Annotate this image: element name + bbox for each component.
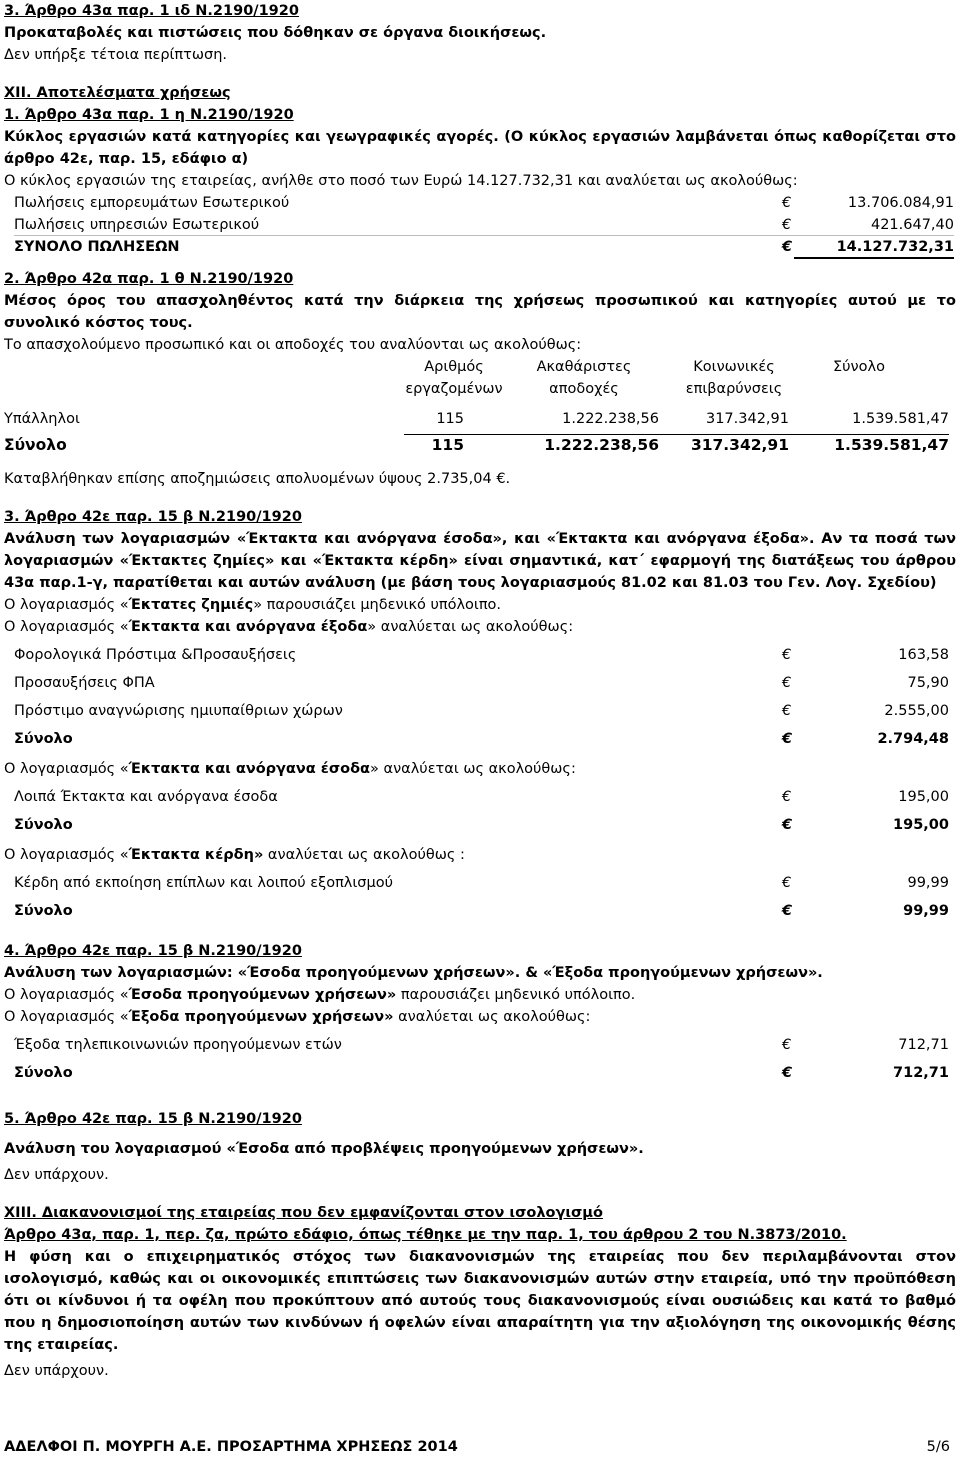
text-fragment: Ο λογαριασμός « <box>4 987 129 1003</box>
table-row <box>14 214 956 236</box>
table-total-row <box>14 1062 956 1092</box>
account-name: Έκτακτα κέρδη» <box>128 847 264 863</box>
grand-total: 1.539.581,47 <box>834 436 949 454</box>
text-fragment: Ο λογαριασμός « <box>4 847 129 863</box>
extraordinary-income-table <box>14 786 956 844</box>
row-amount: 13.706.084,91 <box>847 195 954 211</box>
gross-salaries: 1.222.238,56 <box>562 411 659 427</box>
section-xii-1-text: Ο κύκλος εργασιών της εταιρείας, ανήλθε στο ποσό των Ευρώ 14.127.732,31 και αναλύεται ως ακολούθως: <box>4 173 798 189</box>
total-amount: 712,71 <box>893 1065 949 1081</box>
total-label: ΣΥΝΟΛΟ ΠΩΛΗΣΕΩΝ <box>14 239 180 255</box>
total-amount: 99,99 <box>903 903 949 919</box>
section-xii-heading: XII. Αποτελέσματα χρήσεως <box>4 85 231 101</box>
extraordinary-gains-table <box>14 872 956 930</box>
text-fragment: » αναλύεται ως ακολούθως: <box>370 761 576 777</box>
row-amount: 712,71 <box>898 1037 949 1053</box>
section-xiii-text: Δεν υπάρχουν. <box>4 1363 109 1379</box>
row-label: Πρόστιμο αναγνώρισης ημιυπαίθριων χώρων <box>14 703 343 719</box>
table-row <box>14 672 956 700</box>
total-label: Σύνολο <box>14 817 73 833</box>
page-footer <box>4 1436 956 1460</box>
euro-icon: € <box>782 675 792 691</box>
total-label: Σύνολο <box>14 903 73 919</box>
page-number: 5/6 <box>926 1439 950 1455</box>
row-label: Προσαυξήσεις ΦΠΑ <box>14 675 155 691</box>
row-amount: 195,00 <box>898 789 949 805</box>
section-3-title: Προκαταβολές και πιστώσεις που δόθηκαν σε όργανα διοικήσεως. <box>4 25 547 41</box>
row-total: 1.539.581,47 <box>852 411 949 427</box>
section-xii-5-title: Ανάλυση του λογαριασμού «Έσοδα από προβλέψεις προηγούμενων χρήσεων». <box>4 1141 644 1157</box>
row-label: Πωλήσεις υπηρεσιών Εσωτερικού <box>14 217 260 233</box>
account-name: Έξοδα προηγούμενων χρήσεων» <box>128 1009 394 1025</box>
employees-table <box>4 356 956 462</box>
section-3-text: Δεν υπήρξε τέτοια περίπτωση. <box>4 47 228 63</box>
account-statement <box>4 758 956 780</box>
column-header: Σύνολο <box>833 359 885 375</box>
euro-icon: € <box>782 703 792 719</box>
section-xii-2-title: Μέσος όρος του απασχοληθέντος κατά την διάρκεια της χρήσεως προσωπικού και κατηγορίες αυτού με το συνολικό κόστος τους. <box>4 293 956 331</box>
euro-icon: € <box>782 239 793 255</box>
row-amount: 99,99 <box>907 875 949 891</box>
account-name: Έκτατες ζημιές <box>128 597 254 613</box>
euro-icon: € <box>782 1037 792 1053</box>
employee-count: 115 <box>436 411 464 427</box>
sales-table <box>14 192 956 258</box>
social-charges-total: 317.342,91 <box>690 436 789 454</box>
document-page <box>4 0 956 1382</box>
account-statement <box>4 1006 956 1028</box>
row-amount: 163,58 <box>898 647 949 663</box>
table-row <box>4 408 956 434</box>
section-xii-3-heading: 3. Άρθρο 42ε παρ. 15 β Ν.2190/1920 <box>4 509 302 525</box>
text-fragment: » αναλύεται ως ακολούθως: <box>367 619 574 635</box>
total-amount: 2.794,48 <box>877 731 949 747</box>
section-xii-1-title: Κύκλος εργασιών κατά κατηγορίες και γεωγραφικές αγορές. (Ο κύκλος εργασιών λαμβάνεται όπως καθορίζεται στο άρθρο 42ε, παρ. 15, εδάφιο α) <box>4 129 956 167</box>
section-xii-2-text: Το απασχολούμενο προσωπικό και οι αποδοχές του αναλύονται ως ακολούθως: <box>4 337 582 353</box>
employee-count-total: 115 <box>431 436 464 454</box>
euro-icon: € <box>782 217 792 233</box>
table-total-row <box>14 236 956 258</box>
table-row <box>14 644 956 672</box>
section-xii-5-heading: 5. Άρθρο 42ε παρ. 15 β Ν.2190/1920 <box>4 1111 302 1127</box>
table-row <box>14 786 956 814</box>
extraordinary-expenses-table <box>14 644 956 758</box>
account-statement <box>4 594 956 616</box>
text-fragment: παρουσιάζει μηδενικό υπόλοιπο. <box>396 987 636 1003</box>
row-amount: 2.555,00 <box>884 703 949 719</box>
row-amount: 421.647,40 <box>870 217 954 233</box>
row-amount: 75,90 <box>907 675 949 691</box>
footer-company-text: ΑΔΕΛΦΟΙ Π. ΜΟΥΡΓΗ Α.Ε. ΠΡΟΣΑΡΤΗΜΑ ΧΡΗΣΕΩΣ 2014 <box>4 1439 458 1455</box>
euro-icon: € <box>782 789 792 805</box>
column-header: Ακαθάριστες αποδοχές <box>536 359 632 397</box>
account-name: Έκτακτα και ανόργανα έξοδα <box>128 619 368 635</box>
total-amount: 14.127.732,31 <box>836 239 954 255</box>
account-name: Έκτακτα και ανόργανα έσοδα <box>128 761 371 777</box>
table-row <box>14 700 956 728</box>
account-statement <box>4 616 956 638</box>
text-fragment: Ο λογαριασμός « <box>4 1009 129 1025</box>
prior-year-expenses-table <box>14 1034 956 1092</box>
row-label: Φορολογικά Πρόστιμα &Προσαυξήσεις <box>14 647 297 663</box>
table-total-row <box>14 728 956 758</box>
section-xiii-body: Η φύση και ο επιχειρηματικός στόχος των διακανονισμών της εταιρείας που δεν περιλαμβάνονται στον ισολογισμό, καθώς και οι οικονομικές επιπτώσεις των διακανονισμών αυτών στην εταιρεία, υπό την προϋπόθεση ότι οι κίνδυνοι ή τα οφέλη που προκύπτουν από αυτούς τους διακανονισμούς είναι ουσιώδεις και κατά το βαθμό που η δημοσιοποίηση αυτών των κινδύνων ή οφελών είναι απαραίτητη για την αξιολόγηση της οικονομικής θέσης της εταιρείας. <box>4 1249 956 1353</box>
section-xii-4-title: Ανάλυση των λογαριασμών: «Έσοδα προηγούμενων χρήσεων». & «Έξοδα προηγούμενων χρήσεων». <box>4 965 823 981</box>
table-row <box>14 192 956 214</box>
euro-icon: € <box>782 647 792 663</box>
row-label: Έξοδα τηλεπικοινωνιών προηγούμενων ετών <box>14 1037 342 1053</box>
row-label: Πωλήσεις εμπορευμάτων Εσωτερικού <box>14 195 290 211</box>
section-xii-2-note: Καταβλήθηκαν επίσης αποζημιώσεις απολυομένων ύψους 2.735,04 €. <box>4 471 511 487</box>
euro-icon: € <box>782 195 792 211</box>
table-row <box>14 1034 956 1062</box>
text-fragment: Ο λογαριασμός « <box>4 597 129 613</box>
total-label: Σύνολο <box>14 1065 73 1081</box>
table-total-row <box>4 434 956 462</box>
section-xii-2-heading: 2. Άρθρο 42α παρ. 1 θ Ν.2190/1920 <box>4 271 294 287</box>
euro-icon: € <box>782 817 793 833</box>
total-label: Σύνολο <box>4 436 67 454</box>
euro-icon: € <box>782 731 793 747</box>
gross-salaries-total: 1.222.238,56 <box>544 436 659 454</box>
section-xii-4-heading: 4. Άρθρο 42ε παρ. 15 β Ν.2190/1920 <box>4 943 302 959</box>
total-label: Σύνολο <box>14 731 73 747</box>
text-fragment: Ο λογαριασμός « <box>4 619 129 635</box>
section-xii-3-title: Ανάλυση των λογαριασμών «Έκτακτα και ανόργανα έσοδα», και «Έκτακτα και ανόργανα έξοδα». Αν τα ποσά των λογαριασμών «Έκτακτες ζημίες» και «Έκτακτα κέρδη» είναι σημαντικά, κατ΄ εφαρμογή της διατάξεως του άρθρου 43α παρ.1-γ, παρατίθεται και αυτών ανάλυση (με βάση τους λογαριασμούς 81.02 και 81.03 του Γεν. Λογ. Σχεδίου) <box>4 531 956 591</box>
account-statement <box>4 844 956 866</box>
column-header: Αριθμός εργαζομένων <box>405 359 503 397</box>
account-statement <box>4 984 956 1006</box>
row-label: Κέρδη από εκποίηση επίπλων και λοιπού εξοπλισμού <box>14 875 393 891</box>
section-xiii-heading: XIII. Διακανονισμοί της εταιρείας που δεν εμφανίζονται στον ισολογισμό <box>4 1205 603 1221</box>
total-amount: 195,00 <box>893 817 949 833</box>
text-fragment: αναλύεται ως ακολούθως: <box>393 1009 591 1025</box>
euro-icon: € <box>782 875 792 891</box>
text-fragment: αναλύεται ως ακολούθως : <box>263 847 465 863</box>
euro-icon: € <box>782 903 793 919</box>
euro-icon: € <box>782 1065 793 1081</box>
table-header <box>4 356 956 400</box>
social-charges: 317.342,91 <box>705 411 789 427</box>
table-row <box>14 872 956 900</box>
section-xii-5-text: Δεν υπάρχουν. <box>4 1167 109 1183</box>
table-total-row <box>14 814 956 844</box>
text-fragment: Ο λογαριασμός « <box>4 761 129 777</box>
row-label: Λοιπά Έκτακτα και ανόργανα έσοδα <box>14 789 278 805</box>
row-label: Υπάλληλοι <box>4 411 80 427</box>
section-xii-1-heading: 1. Άρθρο 43α παρ. 1 η Ν.2190/1920 <box>4 107 294 123</box>
table-total-row <box>14 900 956 930</box>
section-3-heading: 3. Άρθρο 43α παρ. 1 ιδ Ν.2190/1920 <box>4 3 299 19</box>
account-name: Έσοδα προηγούμενων χρήσεων» <box>128 987 397 1003</box>
text-fragment: » παρουσιάζει μηδενικό υπόλοιπο. <box>253 597 502 613</box>
section-xiii-subheading: Άρθρο 43α, παρ. 1, περ. ζα, πρώτο εδάφιο, όπως τέθηκε με την παρ. 1, του άρθρου 2 του Ν.3873/2010. <box>4 1227 847 1243</box>
column-header: Κοινωνικές επιβαρύνσεις <box>685 359 783 397</box>
